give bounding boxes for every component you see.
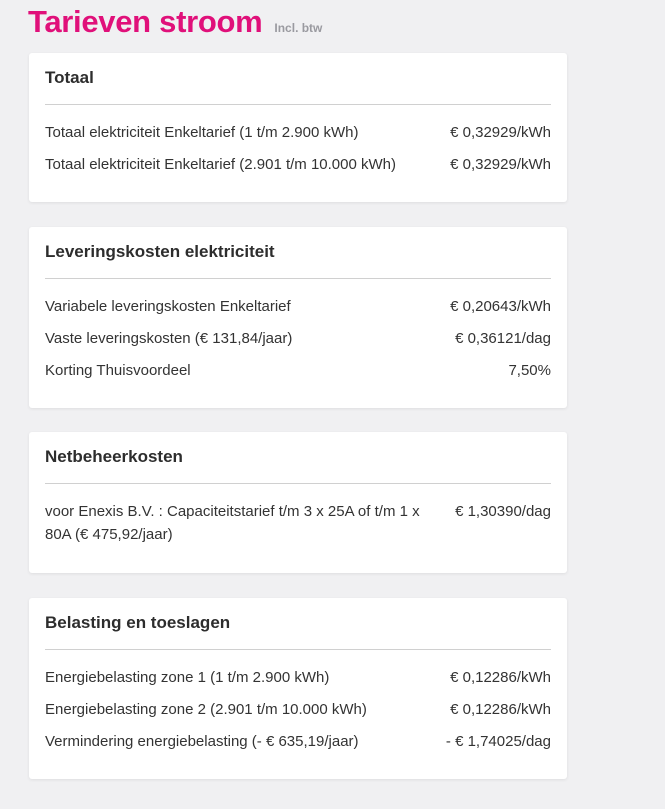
- rate-label: Totaal elektriciteit Enkeltarief (2.901 t/m 10.000 kWh): [45, 156, 396, 173]
- card-leveringskosten: [29, 227, 567, 408]
- page-title: Tarieven stroom: [28, 4, 263, 39]
- rate-label: Vaste leveringskosten (€ 131,84/jaar): [45, 330, 293, 347]
- rate-row: [45, 153, 551, 176]
- page-header: [28, 4, 322, 40]
- rate-value: € 0,12286/kWh: [450, 669, 551, 686]
- rate-label: Korting Thuisvoordeel: [45, 362, 191, 379]
- rate-row: [45, 500, 551, 546]
- rate-row: [45, 327, 551, 350]
- rate-row: [45, 121, 551, 144]
- rate-row: [45, 730, 551, 753]
- rate-label: Energiebelasting zone 2 (2.901 t/m 10.000 kWh): [45, 701, 367, 718]
- rate-label: Totaal elektriciteit Enkeltarief (1 t/m 2.900 kWh): [45, 124, 359, 141]
- vat-note: Incl. btw: [274, 21, 323, 35]
- rate-list: [45, 105, 551, 176]
- rate-value: - € 1,74025/dag: [445, 733, 551, 750]
- rate-label: voor Enexis B.V. : Capaciteitstarief t/m 3 x 25A of t/m 1 x 80A (€ 475,92/jaar): [45, 503, 420, 543]
- rate-value: € 0,12286/kWh: [450, 701, 551, 718]
- rate-row: [45, 359, 551, 382]
- rate-value: 7,50%: [508, 362, 551, 379]
- rate-list: [45, 650, 551, 753]
- rate-label: Energiebelasting zone 1 (1 t/m 2.900 kWh): [45, 669, 330, 686]
- card-title: Leveringskosten elektriciteit: [45, 227, 551, 279]
- rate-value: € 0,32929/kWh: [450, 156, 551, 173]
- card-belasting: [29, 598, 567, 779]
- rate-label: Variabele leveringskosten Enkeltarief: [45, 298, 291, 315]
- card-netbeheerkosten: [29, 432, 567, 573]
- rate-list: [45, 484, 551, 546]
- card-totaal: [29, 53, 567, 202]
- rate-value: € 1,30390/dag: [455, 503, 551, 520]
- rate-value: € 0,36121/dag: [455, 330, 551, 347]
- rate-value: € 0,20643/kWh: [450, 298, 551, 315]
- rate-row: [45, 666, 551, 689]
- card-title: Totaal: [45, 53, 551, 105]
- rate-list: [45, 279, 551, 382]
- rate-row: [45, 295, 551, 318]
- rate-label: Vermindering energiebelasting (- € 635,19/jaar): [45, 733, 359, 750]
- card-title: Belasting en toeslagen: [45, 598, 551, 650]
- rate-value: € 0,32929/kWh: [450, 124, 551, 141]
- rate-row: [45, 698, 551, 721]
- card-title: Netbeheerkosten: [45, 432, 551, 484]
